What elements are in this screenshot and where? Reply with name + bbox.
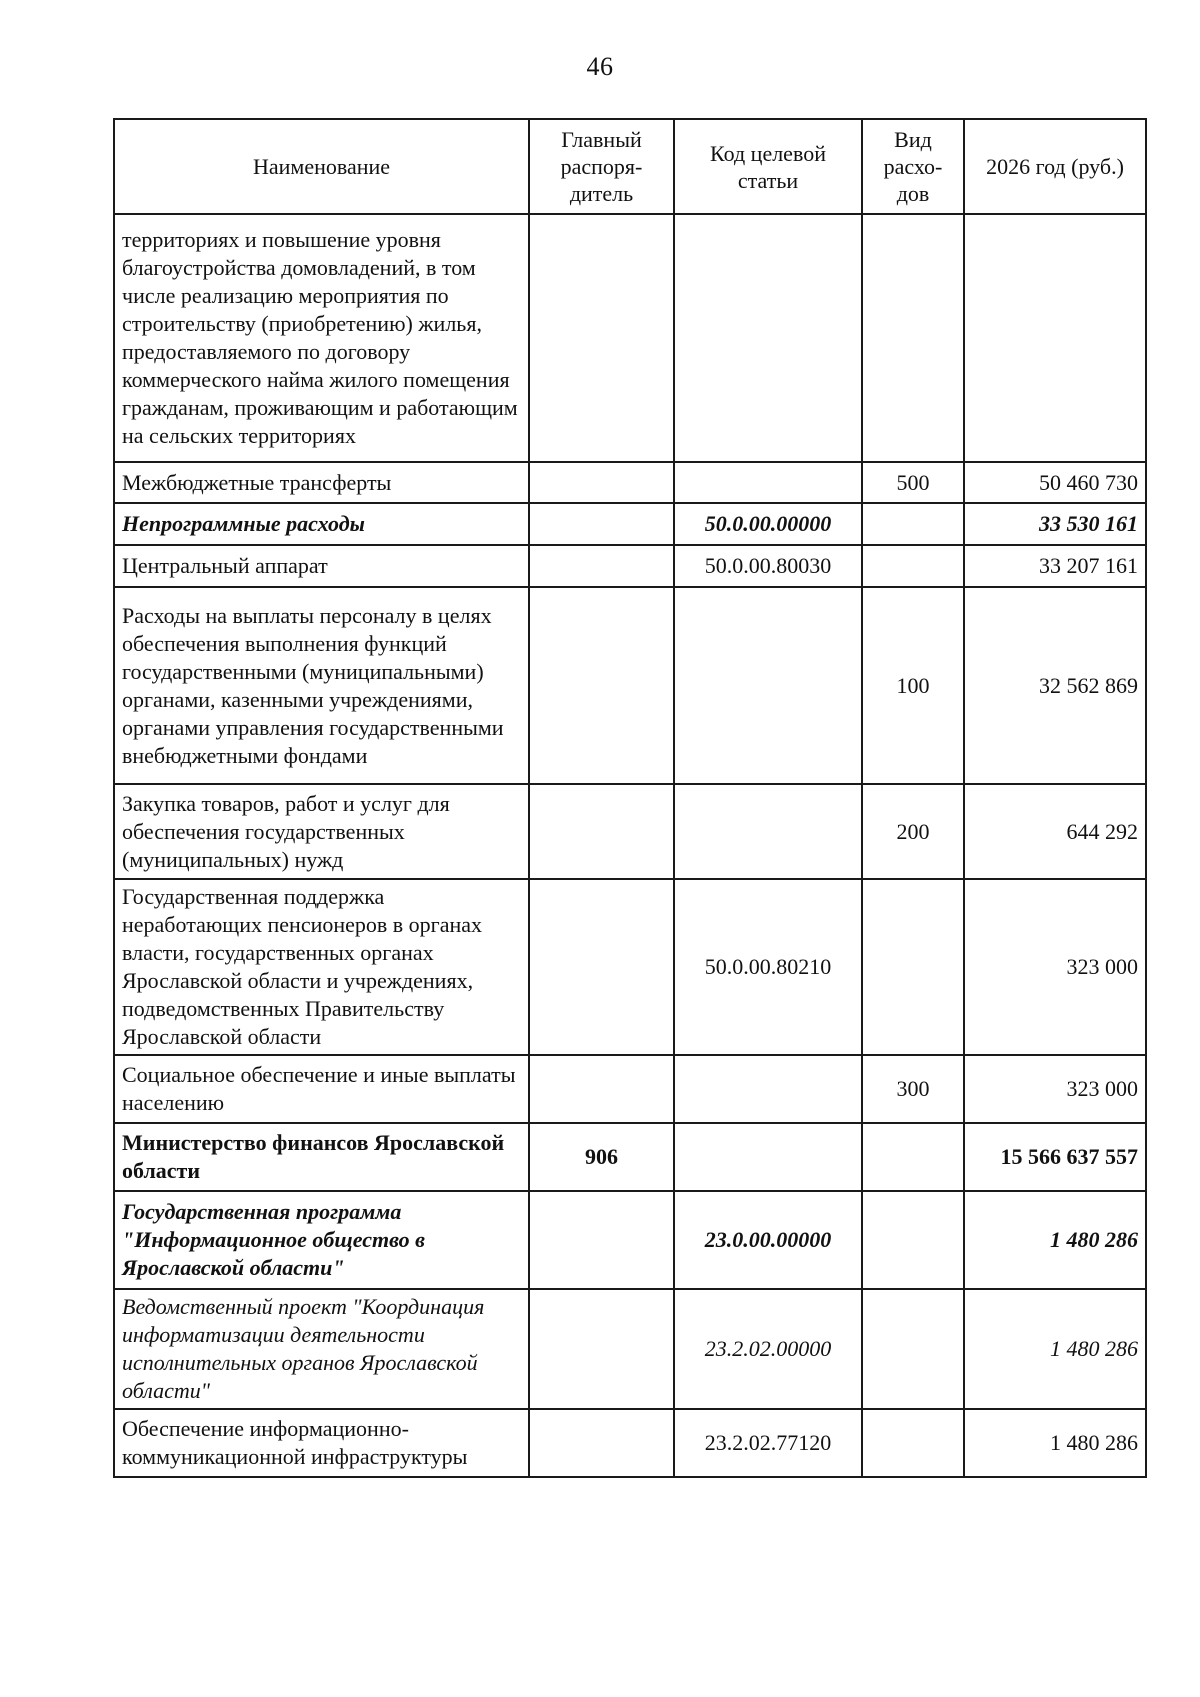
row-chief-manager-cell: [529, 503, 674, 545]
row-amount-cell: 1 480 286: [964, 1289, 1146, 1409]
row-name-cell: Непрограммные расходы: [114, 503, 529, 545]
row-expense-kind-cell: [862, 879, 964, 1055]
row-target-code-cell: 23.2.02.00000: [674, 1289, 862, 1409]
row-expense-kind-cell: 200: [862, 784, 964, 879]
table-row: [114, 1191, 1146, 1289]
row-expense-kind-cell: [862, 503, 964, 545]
row-target-code-cell: [674, 214, 862, 462]
table-row: [114, 1123, 1146, 1191]
row-chief-manager-cell: [529, 587, 674, 784]
row-amount-cell: 33 207 161: [964, 545, 1146, 587]
row-name-cell: Расходы на выплаты персоналу в целях обеспечения выполнения функций государственными (муниципальными) органами, казенными учреждениями, органами управления государственными внебюджетными фондами: [114, 587, 529, 784]
row-name-cell: Министерство финансов Ярославской области: [114, 1123, 529, 1191]
table-row: [114, 879, 1146, 1055]
row-chief-manager-cell: 906: [529, 1123, 674, 1191]
row-amount-cell: 15 566 637 557: [964, 1123, 1146, 1191]
row-name-cell: Государственная поддержка неработающих пенсионеров в органах власти, государственных органах Ярославской области и учреждениях, подведомственных Правительству Ярославской области: [114, 879, 529, 1055]
table-row: [114, 784, 1146, 879]
row-chief-manager-cell: [529, 1409, 674, 1477]
row-amount-cell: 33 530 161: [964, 503, 1146, 545]
row-target-code-cell: [674, 587, 862, 784]
row-amount-cell: 1 480 286: [964, 1191, 1146, 1289]
row-chief-manager-cell: [529, 462, 674, 503]
row-chief-manager-cell: [529, 1289, 674, 1409]
table-row: [114, 1055, 1146, 1123]
row-chief-manager-cell: [529, 545, 674, 587]
row-chief-manager-cell: [529, 1191, 674, 1289]
row-chief-manager-cell: [529, 879, 674, 1055]
row-expense-kind-cell: [862, 214, 964, 462]
page-number: 46: [586, 52, 614, 81]
row-target-code-cell: 23.2.02.77120: [674, 1409, 862, 1477]
row-expense-kind-cell: [862, 1289, 964, 1409]
header-amount-2026: 2026 год (руб.): [964, 119, 1146, 214]
row-name-cell: Социальное обеспечение и иные выплаты населению: [114, 1055, 529, 1123]
row-amount-cell: 323 000: [964, 1055, 1146, 1123]
row-expense-kind-cell: [862, 545, 964, 587]
row-expense-kind-cell: 300: [862, 1055, 964, 1123]
row-expense-kind-cell: 500: [862, 462, 964, 503]
header-target-code: Код целевой статьи: [674, 119, 862, 214]
row-name-cell: территориях и повышение уровня благоустройства домовладений, в том числе реализацию мероприятия по строительству (приобретению) жилья, предоставляемого по договору коммерческого найма жилого помещения гражданам, проживающим и работающим на сельских территориях: [114, 214, 529, 462]
row-expense-kind-cell: [862, 1409, 964, 1477]
budget-table: [113, 118, 1147, 1478]
row-target-code-cell: [674, 1055, 862, 1123]
table-row: [114, 545, 1146, 587]
row-target-code-cell: 50.0.00.80030: [674, 545, 862, 587]
row-target-code-cell: [674, 462, 862, 503]
row-expense-kind-cell: [862, 1191, 964, 1289]
table-row: [114, 214, 1146, 462]
row-expense-kind-cell: [862, 1123, 964, 1191]
row-name-cell: Межбюджетные трансферты: [114, 462, 529, 503]
table-row: [114, 1289, 1146, 1409]
row-target-code-cell: 50.0.00.80210: [674, 879, 862, 1055]
row-target-code-cell: 23.0.00.00000: [674, 1191, 862, 1289]
table-row: [114, 1409, 1146, 1477]
row-expense-kind-cell: 100: [862, 587, 964, 784]
row-name-cell: Ведомственный проект "Координация информатизации деятельности исполнительных органов Ярославской области": [114, 1289, 529, 1409]
row-chief-manager-cell: [529, 214, 674, 462]
row-target-code-cell: 50.0.00.00000: [674, 503, 862, 545]
table-row: [114, 587, 1146, 784]
row-name-cell: Обеспечение информационно-коммуникационной инфраструктуры: [114, 1409, 529, 1477]
header-expense-kind: Вид расхо-дов: [862, 119, 964, 214]
table-header-row: [114, 119, 1146, 214]
row-name-cell: Центральный аппарат: [114, 545, 529, 587]
row-amount-cell: 644 292: [964, 784, 1146, 879]
header-name: Наименование: [114, 119, 529, 214]
table-row: [114, 462, 1146, 503]
table-row: [114, 503, 1146, 545]
row-chief-manager-cell: [529, 1055, 674, 1123]
row-chief-manager-cell: [529, 784, 674, 879]
row-amount-cell: [964, 214, 1146, 462]
row-name-cell: Закупка товаров, работ и услуг для обеспечения государственных (муниципальных) нужд: [114, 784, 529, 879]
row-amount-cell: 323 000: [964, 879, 1146, 1055]
row-target-code-cell: [674, 784, 862, 879]
row-amount-cell: 32 562 869: [964, 587, 1146, 784]
header-chief-manager: Главный распоря-дитель: [529, 119, 674, 214]
row-target-code-cell: [674, 1123, 862, 1191]
row-amount-cell: 50 460 730: [964, 462, 1146, 503]
row-name-cell: Государственная программа "Информационное общество в Ярославской области": [114, 1191, 529, 1289]
row-amount-cell: 1 480 286: [964, 1409, 1146, 1477]
